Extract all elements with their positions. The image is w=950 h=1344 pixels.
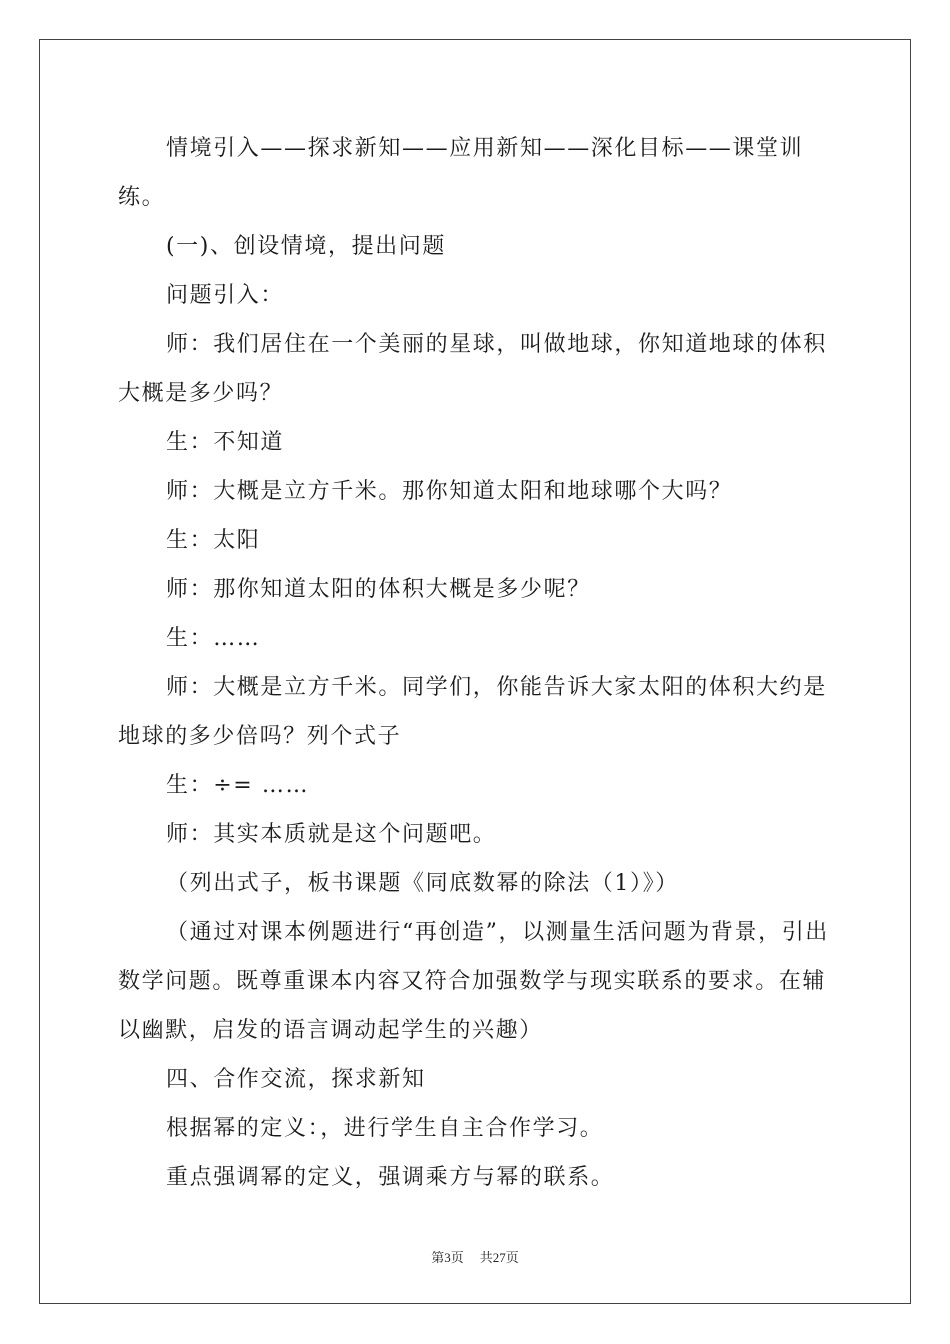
paragraph-commentary: （通过对课本例题进行“再创造”，以测量生活问题为背景，引出数学问题。既尊重课本内容又符合加强数学与现实联系的要求。在辅以幽默，启发的语言调动起学生的兴趣） bbox=[118, 920, 829, 1043]
document-body bbox=[118, 124, 838, 1202]
paragraph-teacher-ratio: 师：大概是立方千米。同学们，你能告诉大家太阳的体积大约是地球的多少倍吗？列个式子 bbox=[118, 675, 827, 749]
paragraph-section-heading-1: (一)、创设情境，提出问题 bbox=[166, 234, 446, 259]
paragraph-teacher-sun-volume: 师：那你知道太阳的体积大概是多少呢？ bbox=[166, 577, 591, 602]
paragraph-teacher-compare: 师：大概是立方千米。那你知道太阳和地球哪个大吗？ bbox=[166, 479, 733, 504]
paragraph-student-unknown: 生：不知道 bbox=[166, 430, 285, 455]
paragraph-flow-intro: 情境引入——探求新知——应用新知——深化目标——课堂训练。 bbox=[118, 136, 804, 210]
paragraph-student-ellipsis: 生：…… bbox=[166, 626, 261, 651]
paragraph-question-intro: 问题引入： bbox=[166, 283, 285, 308]
page-total: 共27页 bbox=[479, 1250, 519, 1265]
paragraph-teacher-essence: 师：其实本质就是这个问题吧。 bbox=[166, 822, 497, 847]
page-number: 第3页 bbox=[431, 1250, 464, 1265]
paragraph-student-division: 生：÷= …… bbox=[166, 773, 310, 798]
paragraph-student-sun: 生：太阳 bbox=[166, 528, 261, 553]
paragraph-section-heading-4: 四、合作交流，探求新知 bbox=[166, 1067, 426, 1092]
paragraph-emphasis: 重点强调幂的定义，强调乘方与幂的联系。 bbox=[166, 1165, 615, 1190]
page-footer bbox=[0, 1247, 950, 1266]
paragraph-power-definition: 根据幂的定义：，进行学生自主合作学习。 bbox=[166, 1116, 604, 1141]
paragraph-teacher-earth: 师：我们居住在一个美丽的星球，叫做地球，你知道地球的体积大概是多少吗？ bbox=[118, 332, 827, 406]
paragraph-board-title: （列出式子，板书课题《同底数幂的除法（1）》） bbox=[166, 871, 679, 896]
